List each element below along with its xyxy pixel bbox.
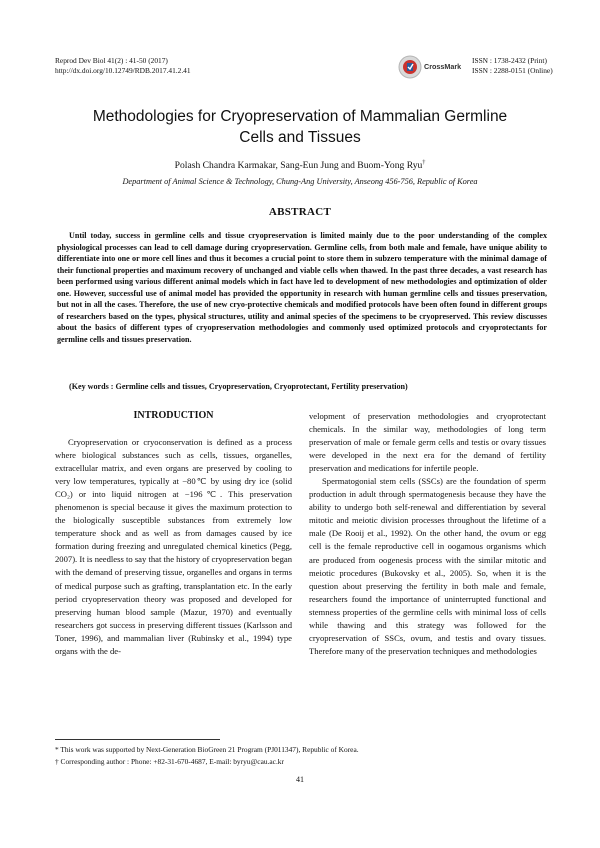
issn-online: ISSN : 2288-0151 (Online) — [472, 66, 553, 75]
crossmark-icon[interactable] — [398, 55, 422, 79]
right-column — [309, 410, 546, 658]
author-list — [0, 160, 600, 171]
page-number: 41 — [296, 775, 304, 784]
left-column — [55, 436, 292, 658]
crossmark-label: CrossMark — [424, 62, 462, 71]
title-line-2: Cells and Tissues — [239, 129, 361, 146]
title-line-1: Methodologies for Cryopreservation of Mammalian Germline — [92, 108, 508, 125]
abstract-body: Until today, success in germline cells and tissue cryopreservation is limited mainly due to the poor understanding of the complex physiological processes can lead to cell damage during cryopreservation. Germline cells, from both male and female, have unique ability to differentiate into one or more cell lines and thus it becomes a crucial point to store them in subzero temperature with the minimal damage of their functional properties and maximum recovery of unchanged and viable cells when thawed. In the past three decades, a vast research has been performed using various different animal models which in fact have led to development of new methodologies and optimization of older one. However, successful use of animal model has provided the opportunity in research with human germline cells and tissues preservation, but not in all the cases. Therefore, the use of new cryo-protective chemicals and modified protocols have been often found in different groups of researchers based on the types, physical structures, utility and animal species of the specimens to be cryopreserved. This review discusses about the basics of different types of cryopreservation methodologies and commonly used optimized protocols and cryoprotectants for germline cells and tissues preservation. — [57, 231, 547, 344]
author-dagger: † — [422, 160, 426, 166]
abstract-heading: ABSTRACT — [268, 206, 332, 218]
intro-paragraph-3: Spermatogonial stem cells (SSCs) are the foundation of sperm production in adult through spermatogenesis because they have the ability to undergo both self-renewal and differentiation by several mitotic and meiotic division processes throughout the lifetime of a male (De Rooij et al., 1992). On the other hand, the ovum or egg cell is the female reproductive cell in oogamous organisms which are produced from oogenesis process with the similar mitotic and meiotic procedures (Bukovsky et al., 2005). So, when it is the question about preserving the fertility in both male and female, researchers found the importance of uninterrupted functional and stemness properties of the germline cells with minimal loss of cells while thawing and this strategy was followed for the cryopreservation of SSCs, ovum, and testis and ovary tissues. Therefore many of the preservation techniques and methodologies — [309, 476, 546, 656]
intro-paragraph-2: velopment of preservation methodologies and cryoprotectant chemicals. In the similar way, methodologies of long term preservation of male or female germ cells and testis or ovary tissues were developed in the next era for the demand of fertility preservation and medications for infertile people. — [309, 411, 546, 474]
keywords: (Key words : Germline cells and tissues, Cryopreservation, Cryoprotectant, Fertility preservation) — [69, 382, 408, 391]
introduction-heading: INTRODUCTION — [133, 410, 214, 421]
intro-paragraph-1: Cryopreservation or cryoconservation is defined as a process where biological substances such as cells, tissues, organelles, extracellular matrix, and even organs are preserved by cooling to very low temperatures, typically at −80℃ by using dry ice (solid CO₂) or into liquid nitrogen at −196℃. This preservation phenomenon is special because it gives the maximum protection to the biologically susceptible substances from extremely low temperature shock and as well as from damages caused by ice formation during freezing and unregulated chemical kinetics (Pegg, 2007). It is needless to say that the history of cryopreservation began with the demand of preserving tissue, organelles and organs in terms of medical purpose such as grafting, transplantation etc. In the early period cryopreservation theory was proposed and developed for preserving human blood sample (Mazur, 1970) and eventually researchers got success in preserving different tissues (Karlsson and Toner, 1996), and mammalian liver (Rubinsky et al., 1994) type organs with the de- — [55, 437, 292, 656]
footnote-corresponding: † Corresponding author : Phone: +82-31-670-4687, E-mail: byryu@cau.ac.kr — [55, 757, 284, 766]
doi-link[interactable]: http://dx.doi.org/10.12749/RDB.2017.41.2.41 — [55, 66, 191, 75]
author-names: Polash Chandra Karmakar, Sang-Eun Jung and Buom-Yong Ryu — [174, 160, 423, 172]
affiliation: Department of Animal Science & Technology, Chung-Ang University, Anseong 456-756, Republic of Korea — [122, 177, 478, 186]
paper-title — [0, 106, 600, 148]
footnote-funding: * This work was supported by Next-Generation BioGreen 21 Program (PJ011347), Republic of Korea. — [55, 745, 359, 754]
footnote-divider — [55, 739, 220, 740]
journal-reference: Reprod Dev Biol 41(2) : 41-50 (2017) — [55, 56, 168, 65]
issn-print: ISSN : 1738-2432 (Print) — [472, 56, 547, 65]
